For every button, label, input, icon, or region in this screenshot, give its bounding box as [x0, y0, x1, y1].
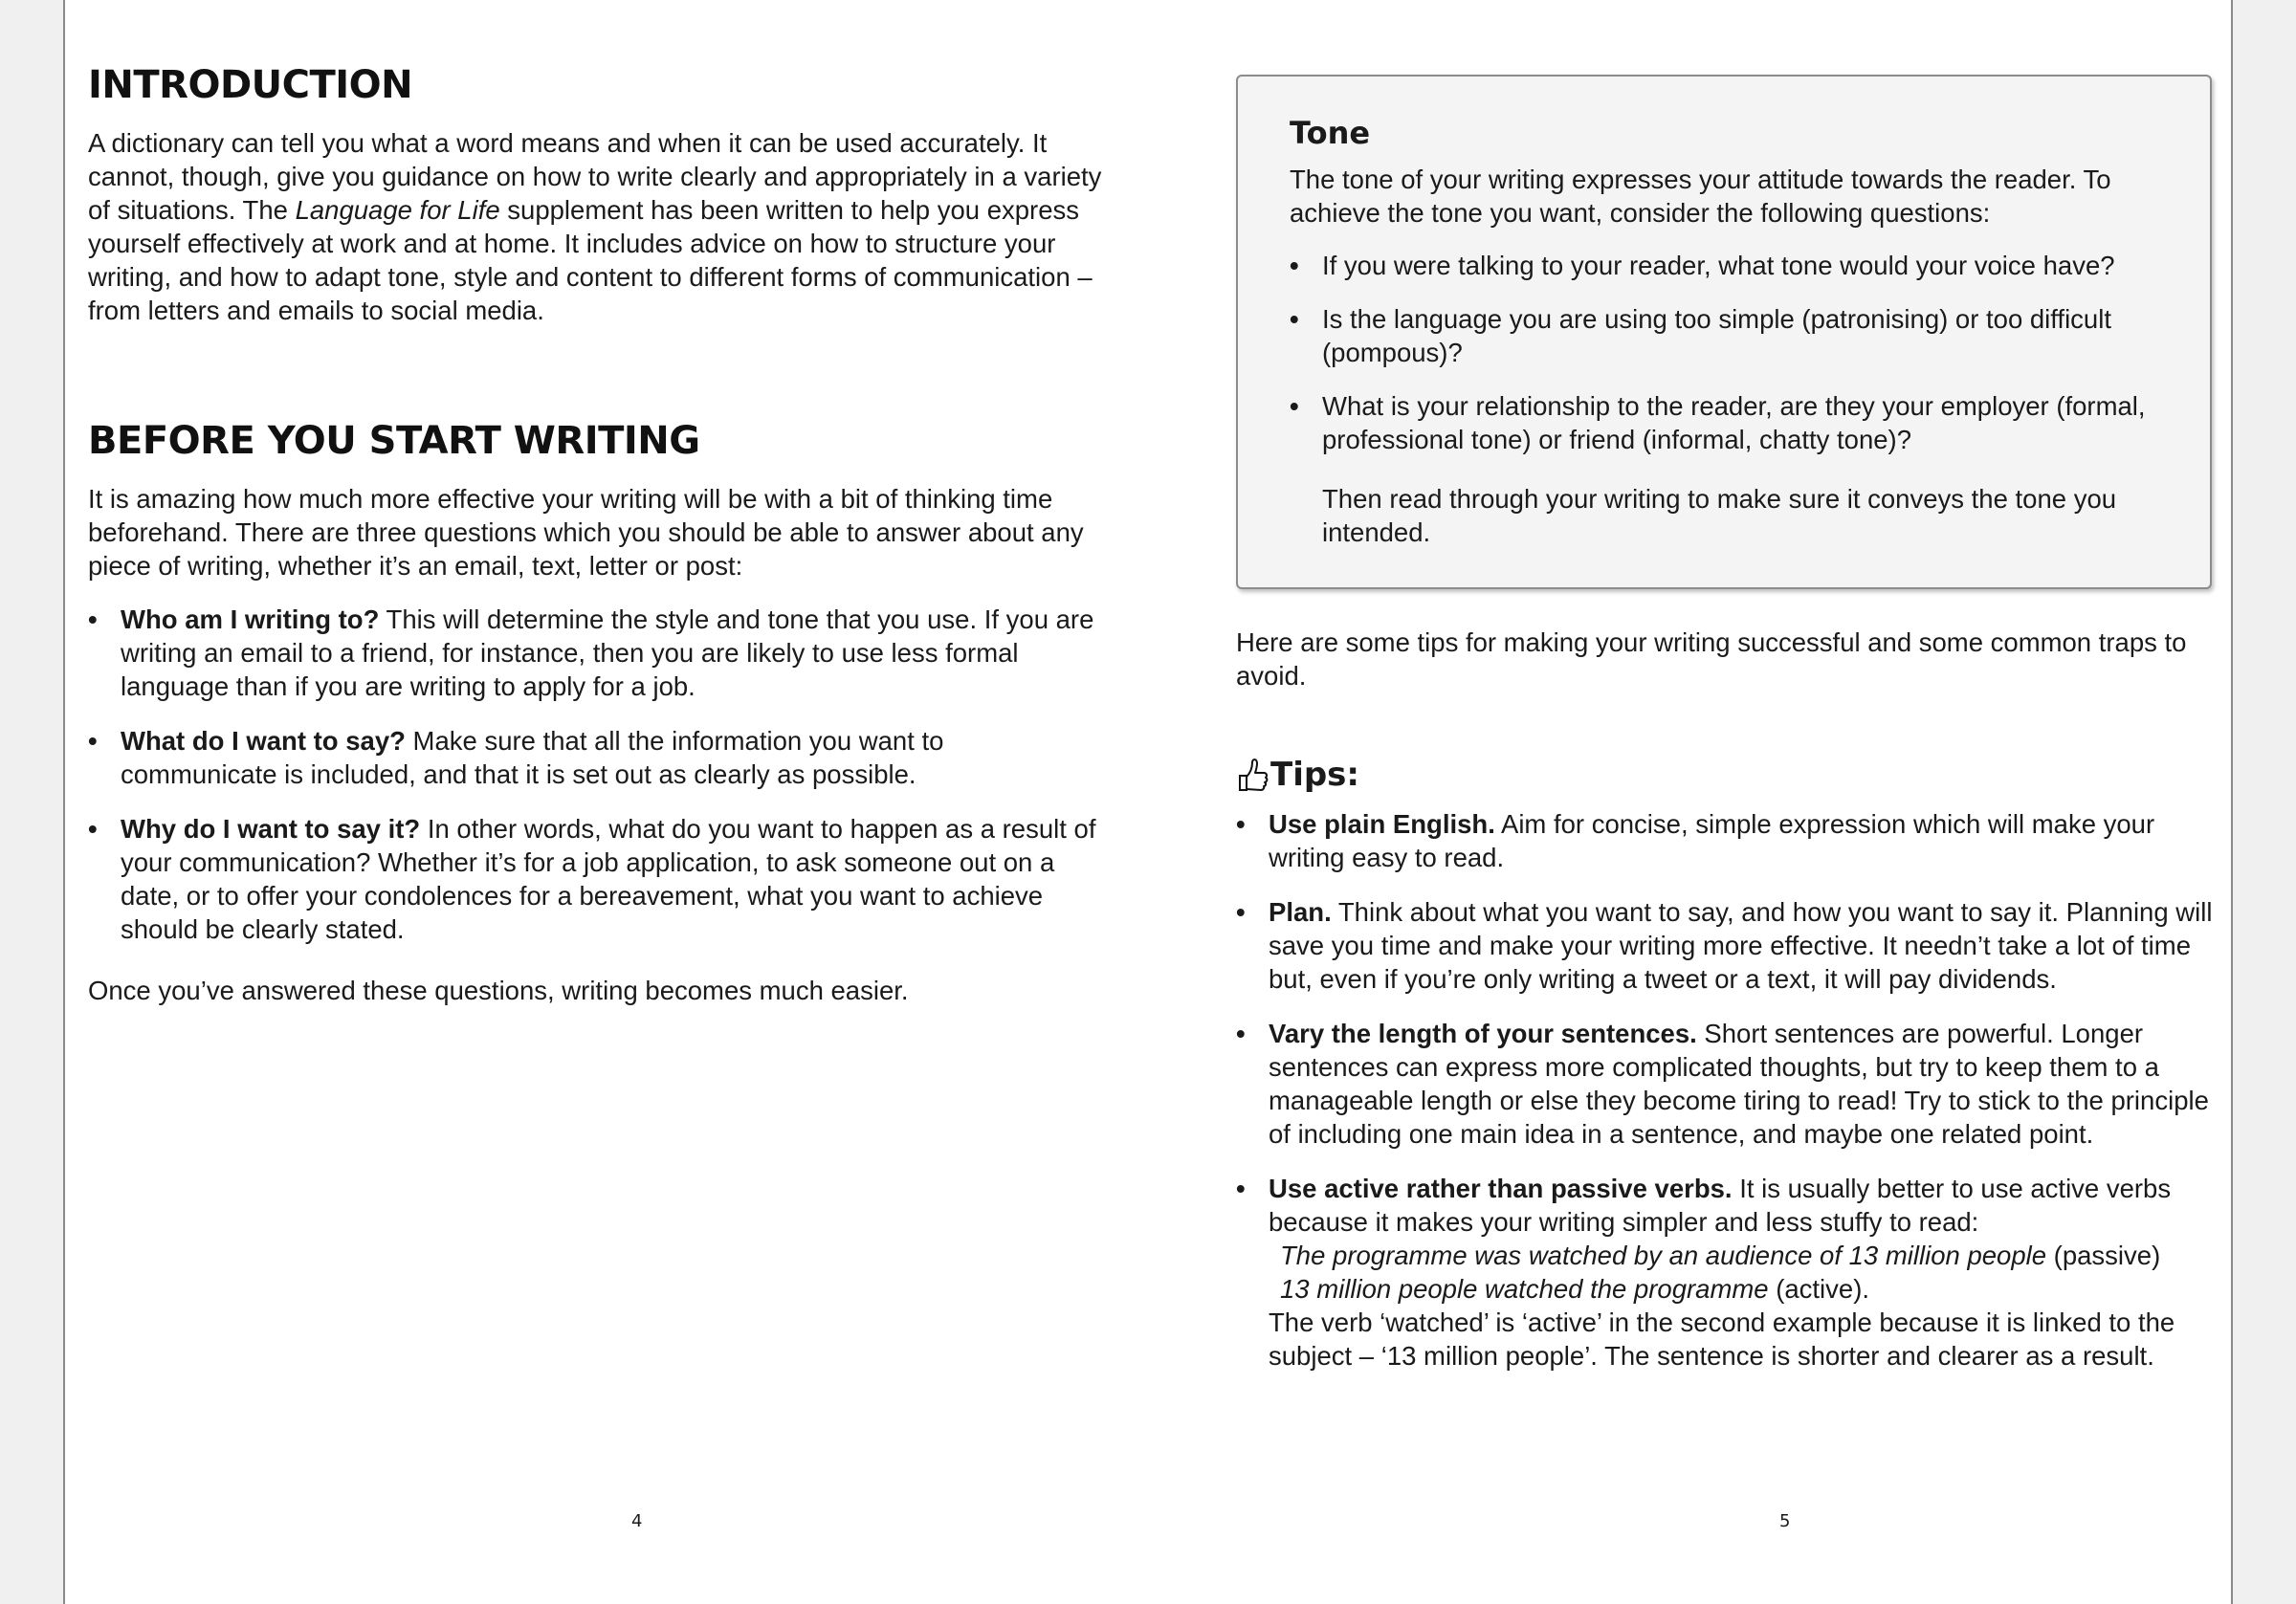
tone-heading: Tone [1290, 115, 1371, 151]
list-item: • Why do I want to say it? In other words, what do you want to happen as a result of your communication? Whether it’s for a job application, to ask someone out on a date, or to offer your condolences for a bereavement, what you want to achieve should be clearly stated. [88, 814, 1096, 944]
tone-box [1236, 75, 2212, 589]
closing-paragraph: Once you’ve answered these questions, writing becomes much easier. [88, 976, 909, 1005]
list-item: • Vary the length of your sentences. Short sentences are powerful. Longer sentences can express more complicated thoughts, but try to keep them to a manageable length or else they become tiring to read! Try to stick to the principle of including one main idea in a sentence, and maybe one related point. [1236, 1019, 2209, 1149]
list-item: • What do I want to say? Make sure that all the information you want to communicate is included, and that it is set out as clearly as possible. [88, 726, 944, 789]
page-number: 4 [631, 1511, 643, 1531]
tone-paragraph: The tone of your writing expresses your attitude towards the reader. To achieve the tone you want, consider the following questions: [1290, 165, 2111, 228]
left-page [88, 0, 1102, 1604]
tips-heading [1236, 756, 1359, 794]
right-page [1236, 0, 2235, 1604]
book-spread [63, 0, 2233, 1604]
before-you-start-heading: BEFORE YOU START WRITING [88, 419, 700, 463]
list-item: • Is the language you are using too simple (patronising) or too difficult (pompous)? [1290, 304, 2111, 367]
list-item: • If you were talking to your reader, what tone would your voice have? [1290, 251, 2115, 280]
list-item: • Who am I writing to? This will determine the style and tone that you use. If you are writing an email to a friend, for instance, then you are likely to use less formal language than if you are writing to apply for a job. [88, 604, 1094, 701]
before-you-start-paragraph: It is amazing how much more effective your writing will be with a bit of thinking time beforehand. There are three questions which you should be able to answer about any piece of writing, whether it’s an email, text, letter or post: [88, 484, 1084, 581]
active-explanation: The verb ‘watched’ is ‘active’ in the second example because it is linked to the subject – ‘13 million people’. The sentence is shorter and clearer as a result. [1269, 1307, 2175, 1371]
tone-closing-paragraph: Then read through your writing to make sure it conveys the tone you intended. [1322, 484, 2117, 547]
introduction-paragraph: A dictionary can tell you what a word means and when it can be used accurately. It cannot, though, give you guidance on how to write clearly and appropriately in a variety of situations. The Language for Life supplement has been written to help you express yourself effectively at work and at home. It includes advice on how to structure your writing, and how to adapt tone, style and content to different forms of communication – from letters and emails to social media. [88, 128, 1102, 325]
list-item: • Plan. Think about what you want to say, and how you want to say it. Planning will save you time and make your writing more effective. It needn’t take a lot of time but, even if you’re only writing a tweet or a text, it will pay dividends. [1236, 897, 2213, 994]
introduction-heading: INTRODUCTION [88, 63, 413, 107]
tips-list [1236, 807, 2235, 1394]
questions-list [88, 603, 1102, 967]
tone-questions-list [1290, 249, 2198, 476]
passive-example: The programme was watched by an audience of 13 million people (passive) [1280, 1241, 2161, 1270]
active-example: 13 million people watched the programme (active). [1280, 1274, 1870, 1304]
list-item: • What is your relationship to the reader, are they your employer (formal, professional tone) or friend (informal, chatty tone)? [1290, 391, 2146, 454]
thumbs-up-icon [1236, 757, 1269, 793]
page-number: 5 [1779, 1511, 1791, 1531]
tips-intro-paragraph: Here are some tips for making your writing successful and some common traps to avoid. [1236, 627, 2187, 691]
tips-heading-label: Tips: [1270, 756, 1360, 794]
list-item: • Use active rather than passive verbs. It is usually better to use active verbs because it makes your writing simpler and less stuffy to read: The programme was watched by an audience of 13 million people (passive) 13 million people watched the programme (active). The verb ‘watched’ is ‘active’ in the second example because it is linked to the subject – ‘13 million people’. The sentence is shorter and clearer as a result. [1236, 1172, 2235, 1373]
list-item: • Use plain English. Aim for concise, simple expression which will make your writing easy to read. [1236, 809, 2155, 872]
